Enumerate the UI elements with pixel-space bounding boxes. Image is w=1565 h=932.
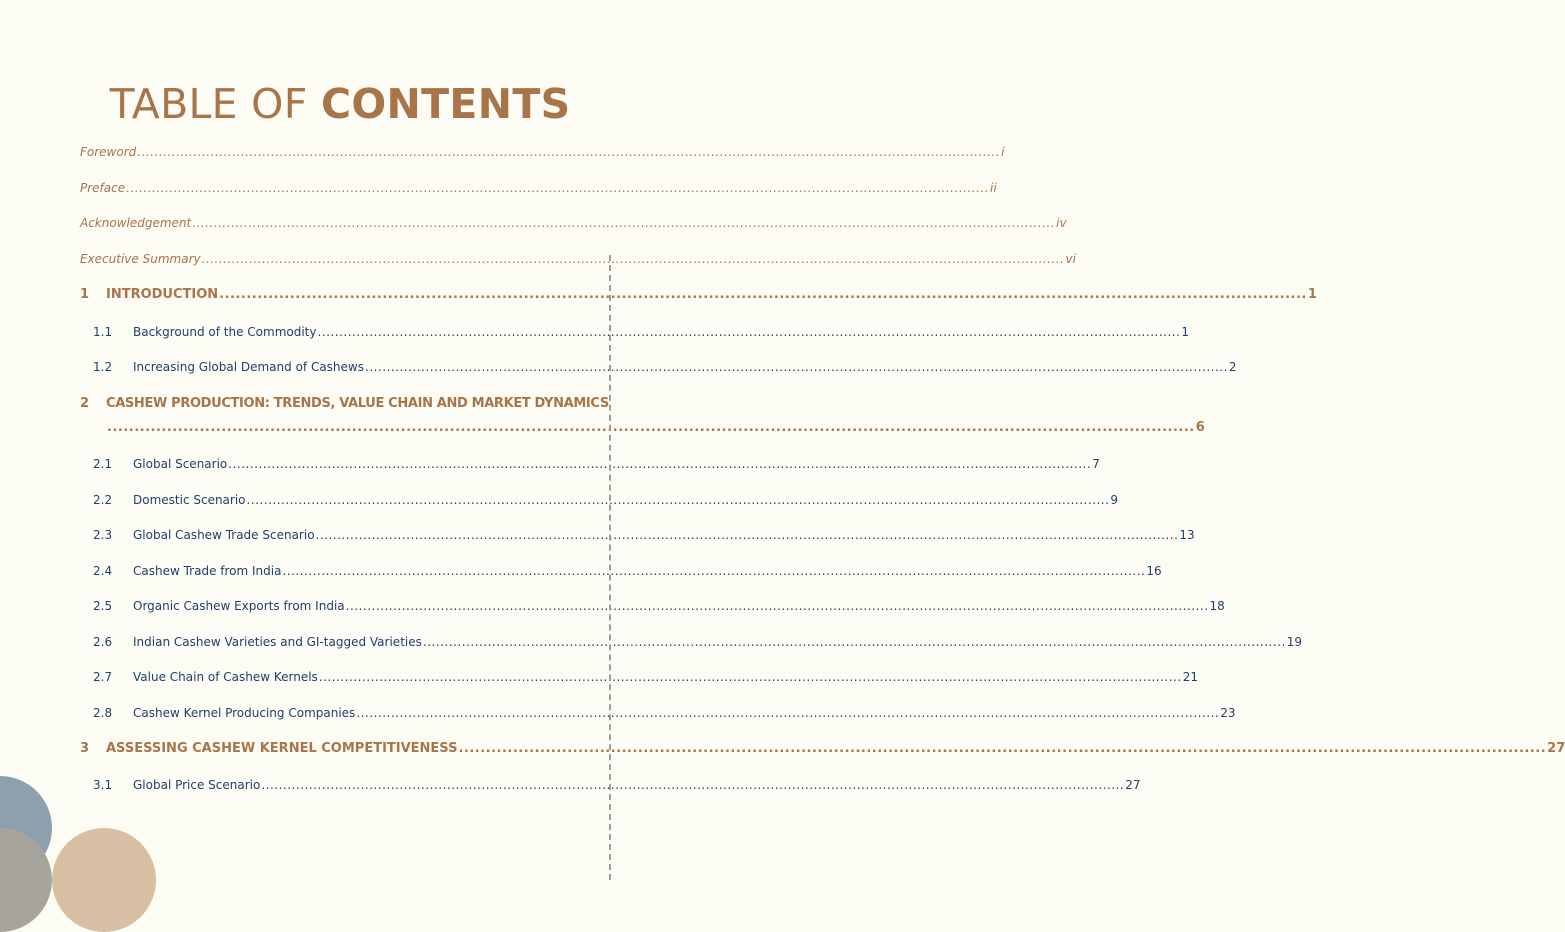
toc-entry-page: ii bbox=[990, 181, 997, 195]
chapter-page: 6 bbox=[1195, 420, 1205, 435]
leader-dots: ........................................................................................................................................................................................................ bbox=[228, 457, 1092, 471]
leader-dots: ........................................................................................................................................................................................................ bbox=[137, 145, 1001, 159]
leader-dots: ........................................................................................................................................................................................................ bbox=[107, 420, 1195, 435]
section-title: Indian Cashew Varieties and GI-tagged Varieties bbox=[133, 635, 422, 649]
margin-dashed-line bbox=[609, 255, 611, 880]
leader-dots: ........................................................................................................................................................................................................ bbox=[219, 287, 1307, 302]
toc-entry-executive-summary[interactable] bbox=[80, 252, 1076, 266]
toc-section-2-7[interactable] bbox=[93, 670, 1198, 684]
section-title: Value Chain of Cashew Kernels bbox=[133, 670, 318, 684]
chapter-number: 2 bbox=[80, 396, 90, 411]
toc-chapter-3[interactable] bbox=[80, 741, 1565, 756]
leader-dots: ........................................................................................................................................................................................................ bbox=[422, 635, 1286, 649]
leader-dots: ........................................................................................................................................................................................................ bbox=[315, 528, 1179, 542]
toc-entry-label: Acknowledgement bbox=[80, 216, 192, 230]
section-title: Increasing Global Demand of Cashews bbox=[133, 360, 364, 374]
section-number: 2.2 bbox=[93, 493, 113, 507]
section-number: 2.3 bbox=[93, 528, 113, 542]
section-page: 23 bbox=[1220, 706, 1236, 720]
decor-circle-tan bbox=[52, 828, 156, 932]
leader-dots: ........................................................................................................................................................................................................ bbox=[126, 181, 990, 195]
chapter-title: ASSESSING CASHEW KERNEL COMPETITIVENESS bbox=[106, 741, 458, 756]
section-title: Background of the Commodity bbox=[133, 325, 317, 339]
section-page: 13 bbox=[1179, 528, 1195, 542]
toc-chapter-2[interactable] bbox=[80, 396, 609, 411]
section-title: Organic Cashew Exports from India bbox=[133, 599, 345, 613]
toc-entry-label: Foreword bbox=[80, 145, 137, 159]
leader-dots: ........................................................................................................................................................................................................ bbox=[318, 670, 1182, 684]
leader-dots: ........................................................................................................................................................................................................ bbox=[458, 741, 1547, 756]
title-light: TABLE OF bbox=[109, 80, 321, 128]
toc-entry-label: Executive Summary bbox=[80, 252, 201, 266]
section-number: 2.4 bbox=[93, 564, 113, 578]
section-number: 2.5 bbox=[93, 599, 113, 613]
toc-section-2-8[interactable] bbox=[93, 706, 1236, 720]
chapter-number: 1 bbox=[80, 287, 90, 302]
chapter-number: 3 bbox=[80, 741, 90, 756]
section-page: 16 bbox=[1146, 564, 1162, 578]
leader-dots: ........................................................................................................................................................................................................ bbox=[282, 564, 1146, 578]
toc-section-2-3[interactable] bbox=[93, 528, 1195, 542]
section-page: 18 bbox=[1209, 599, 1225, 613]
section-page: 19 bbox=[1286, 635, 1303, 649]
toc-chapter-2-leader[interactable] bbox=[106, 420, 1205, 435]
section-page: 21 bbox=[1182, 670, 1198, 684]
leader-dots: ........................................................................................................................................................................................................ bbox=[356, 706, 1220, 720]
leader-dots: ........................................................................................................................................................................................................ bbox=[261, 778, 1125, 792]
toc-section-2-1[interactable] bbox=[93, 457, 1100, 471]
section-title: Global Cashew Trade Scenario bbox=[133, 528, 315, 542]
toc-section-1-2[interactable] bbox=[93, 360, 1237, 374]
section-title: Domestic Scenario bbox=[133, 493, 246, 507]
toc-entry-page: vi bbox=[1065, 252, 1076, 266]
chapter-title: INTRODUCTION bbox=[106, 287, 219, 302]
page-title bbox=[0, 80, 680, 128]
section-number: 3.1 bbox=[93, 778, 113, 792]
toc-entry-label: Preface bbox=[80, 181, 126, 195]
chapter-page: 27 bbox=[1547, 741, 1565, 756]
toc-section-1-1[interactable] bbox=[93, 325, 1190, 339]
section-page: 1 bbox=[1181, 325, 1190, 339]
section-number: 1.1 bbox=[93, 325, 113, 339]
leader-dots: ........................................................................................................................................................................................................ bbox=[365, 360, 1228, 374]
section-page: 9 bbox=[1110, 493, 1119, 507]
leader-dots: ........................................................................................................................................................................................................ bbox=[192, 216, 1056, 230]
toc-section-2-2[interactable] bbox=[93, 493, 1119, 507]
leader-dots: ........................................................................................................................................................................................................ bbox=[246, 493, 1110, 507]
toc-entry-page: i bbox=[1001, 145, 1005, 159]
section-number: 2.6 bbox=[93, 635, 113, 649]
section-page: 27 bbox=[1125, 778, 1141, 792]
chapter-title: CASHEW PRODUCTION: TRENDS, VALUE CHAIN AND MARKET DYNAMICS bbox=[106, 396, 609, 411]
toc-entry-preface[interactable] bbox=[80, 181, 997, 195]
chapter-page: 1 bbox=[1307, 287, 1317, 302]
section-number: 2.8 bbox=[93, 706, 113, 720]
toc-section-2-5[interactable] bbox=[93, 599, 1225, 613]
toc-section-3-1[interactable] bbox=[93, 778, 1141, 792]
leader-dots: ........................................................................................................................................................................................................ bbox=[201, 252, 1065, 266]
toc-entry-acknowledgement[interactable] bbox=[80, 216, 1067, 230]
title-bold: CONTENTS bbox=[320, 80, 571, 128]
leader-dots: ........................................................................................................................................................................................................ bbox=[345, 599, 1209, 613]
toc-section-2-6[interactable] bbox=[93, 635, 1303, 649]
section-title: Cashew Kernel Producing Companies bbox=[133, 706, 356, 720]
toc-entry-foreword[interactable] bbox=[80, 145, 1005, 159]
section-number: 2.7 bbox=[93, 670, 113, 684]
toc-section-2-4[interactable] bbox=[93, 564, 1162, 578]
toc-chapter-1[interactable] bbox=[80, 287, 1317, 302]
section-number: 1.2 bbox=[93, 360, 113, 374]
toc-entry-page: iv bbox=[1056, 216, 1067, 230]
leader-dots: ........................................................................................................................................................................................................ bbox=[317, 325, 1181, 339]
section-number: 2.1 bbox=[93, 457, 113, 471]
section-title: Global Price Scenario bbox=[133, 778, 261, 792]
section-title: Global Scenario bbox=[133, 457, 228, 471]
section-title: Cashew Trade from India bbox=[133, 564, 282, 578]
section-page: 7 bbox=[1092, 457, 1100, 471]
section-page: 2 bbox=[1228, 360, 1237, 374]
